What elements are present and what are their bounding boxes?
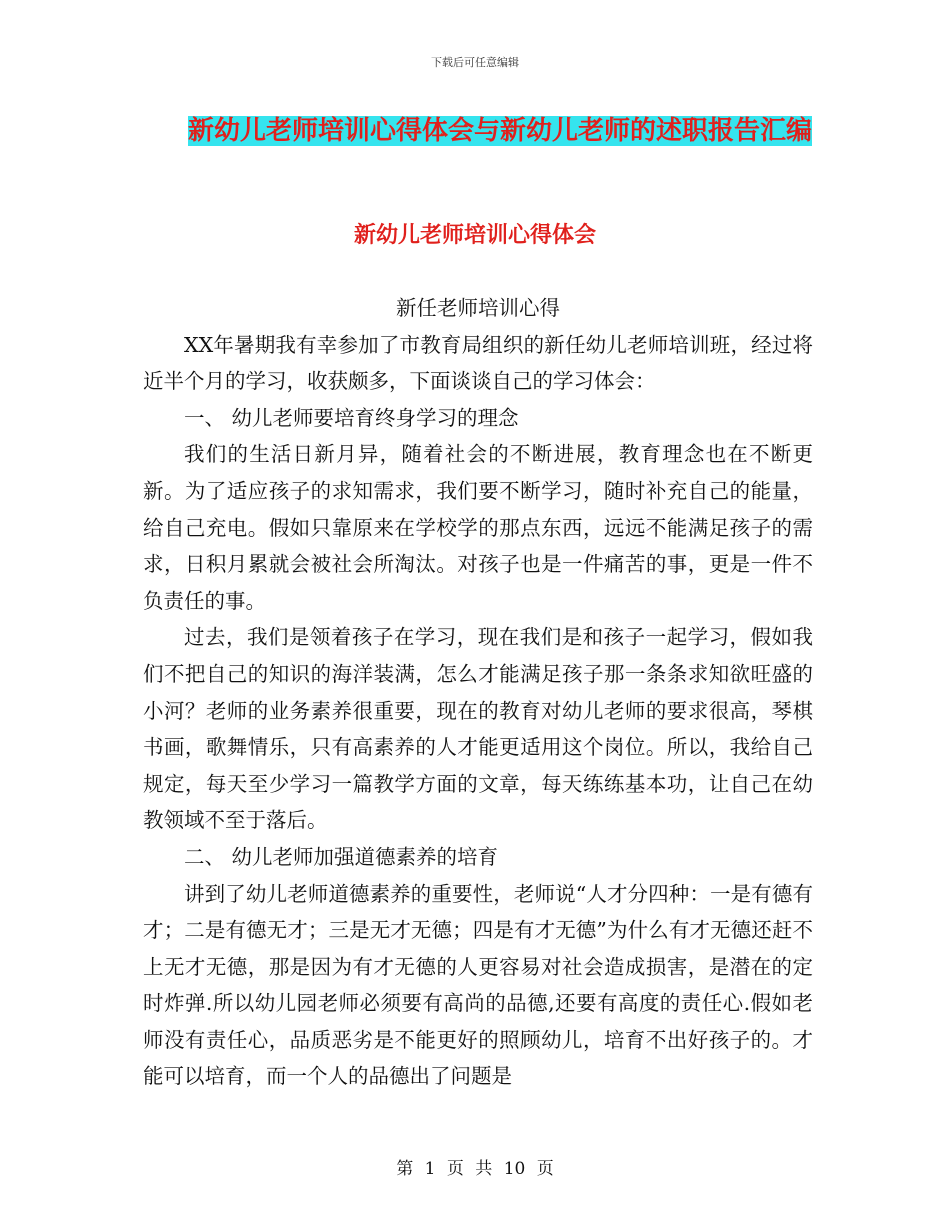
heading-1: 一、 幼儿老师要培育终身学习的理念 [184, 405, 519, 430]
page-footer: 第 1 页 共 10 页 [396, 1159, 554, 1179]
subtitle: 新任老师培训心得 [396, 296, 560, 320]
paragraph: 讲到了幼儿老师道德素养的重要性，老师说“人才分四种：一是有德有才；二是有德无才；三是无才无德；四是有才无德”为什么有才无德还赶不上无才无德，那是因为有才无德的人更容易对社会造成损害，是潜在的定时炸弹.所以幼儿园老师必须要有高尚的品德,还要有高度的责任心.假如老师没有责任心，品质恶劣是不能更好的照顾幼儿，培育不出好孩子的。才能可以培育，而一个人的品德出了问题是 [143, 881, 813, 1089]
header-note: 下载后可任意编辑 [431, 56, 519, 69]
document-body [143, 290, 813, 1095]
paragraph: 过去，我们是领着孩子在学习，现在我们是和孩子一起学习，假如我们不把自己的知识的海洋装满，怎么才能满足孩子那一条条求知欲旺盛的小河？老师的业务素养很重要，现在的教育对幼儿老师的要求很高，琴棋书画，歌舞情乐，只有高素养的人才能更适用这个岗位。所以，我给自己规定，每天至少学习一篇教学方面的文章，每天练练基本功，让自己在幼教领域不至于落后。 [143, 625, 813, 833]
paragraph: XX年暑期我有幸参加了市教育局组织的新任幼儿老师培训班，经过将近半个月的学习，收获颇多，下面谈谈自己的学习体会： [143, 332, 813, 394]
document-title [150, 108, 850, 154]
section-title: 新幼儿老师培训心得体会 [353, 223, 596, 248]
document-title-text: 新幼儿老师培训心得体会与新幼儿老师的述职报告汇编 [187, 116, 812, 146]
paragraph: 我们的生活日新月异，随着社会的不断进展，教育理念也在不断更新。为了适应孩子的求知需求，我们要不断学习，随时补充自己的能量，给自己充电。假如只靠原来在学校学的那点东西，远远不能满足孩子的需求，日积月累就会被社会所淘汰。对孩子也是一件痛苦的事，更是一件不负责任的事。 [143, 442, 813, 613]
heading-2: 二、 幼儿老师加强道德素养的培育 [184, 844, 499, 869]
